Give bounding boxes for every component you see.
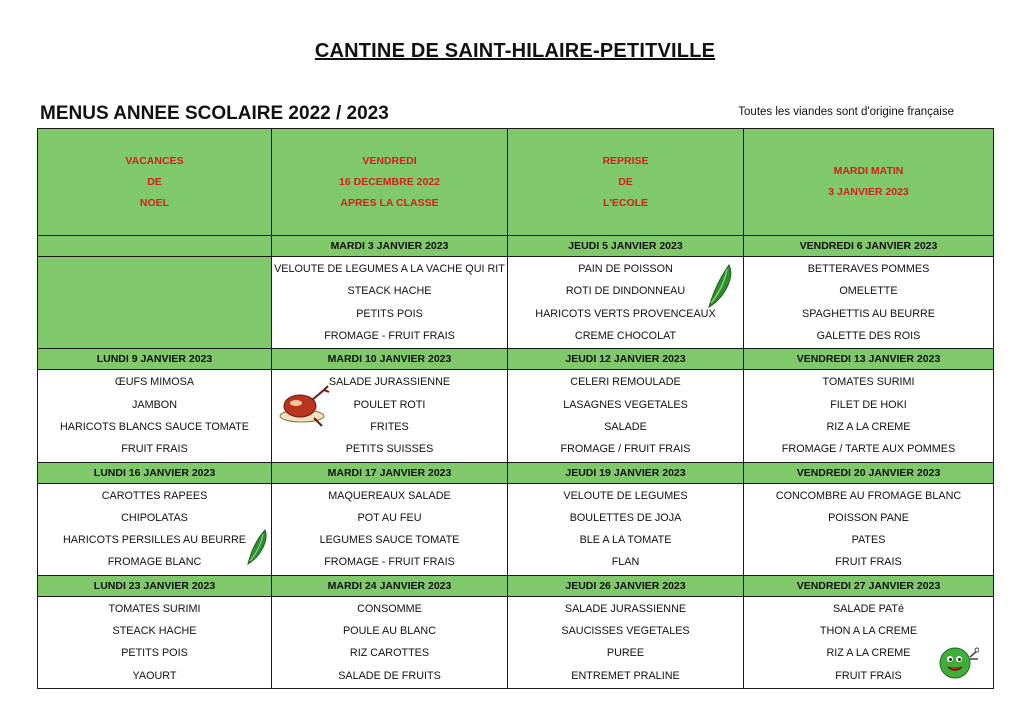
menu-item: FRUIT FRAIS — [121, 443, 188, 456]
day-cell: LUNDI 23 JANVIER 2023 — [38, 575, 272, 596]
menu-cell — [744, 257, 994, 349]
menu-cell — [272, 483, 508, 575]
header-line: VACANCES — [125, 154, 184, 167]
day-row — [38, 575, 994, 596]
day-cell: MARDI 17 JANVIER 2023 — [272, 462, 508, 483]
header-line: DE — [618, 175, 633, 188]
menu-item: CELERI REMOULADE — [570, 376, 681, 389]
menu-item: FROMAGE BLANC — [107, 556, 202, 569]
menu-item: STEACK HACHE — [112, 625, 197, 638]
smiling-pea-icon — [935, 641, 979, 681]
menu-item: FROMAGE / FRUIT FRAIS — [560, 443, 691, 456]
header-cell-last-day — [272, 129, 508, 236]
day-cell: VENDREDI 13 JANVIER 2023 — [744, 349, 994, 370]
day-cell: VENDREDI 20 JANVIER 2023 — [744, 462, 994, 483]
menu-item: SALADE DE FRUITS — [338, 669, 441, 682]
day-cell: JEUDI 12 JANVIER 2023 — [508, 349, 744, 370]
menu-cell — [744, 370, 994, 462]
menu-item: PUREE — [606, 647, 645, 660]
menu-item: ROTI DE DINDONNEAU — [565, 285, 686, 298]
menu-cell — [272, 370, 508, 462]
day-cell: JEUDI 5 JANVIER 2023 — [508, 236, 744, 257]
menu-item: SAUCISSES VEGETALES — [561, 625, 690, 638]
header-line: DE — [147, 175, 162, 188]
menu-item: VELOUTE DE LEGUMES — [563, 489, 688, 502]
menu-cell — [508, 596, 744, 688]
menu-item: JAMBON — [132, 398, 177, 411]
menu-cell — [38, 483, 272, 575]
menu-cell — [272, 257, 508, 349]
menu-item: HARICOTS VERTS PROVENCEAUX — [535, 307, 716, 320]
menu-item: POT AU FEU — [357, 511, 422, 524]
header-line: MARDI MATIN — [833, 165, 904, 177]
menu-cell — [508, 483, 744, 575]
menu-item: POULET ROTI — [353, 398, 426, 411]
menu-cell — [38, 370, 272, 462]
menu-row — [38, 483, 994, 575]
menu-item: OMELETTE — [839, 285, 898, 298]
menu-item: CAROTTES RAPEES — [101, 489, 208, 502]
header-cell-return-date — [744, 129, 994, 236]
menu-item: BLE A LA TOMATE — [579, 534, 672, 547]
day-cell: VENDREDI 6 JANVIER 2023 — [744, 236, 994, 257]
header-line: 3 JANVIER 2023 — [828, 186, 909, 198]
green-bean-icon — [245, 528, 269, 566]
page-title: CANTINE DE SAINT-HILAIRE-PETITVILLE — [314, 40, 716, 62]
menu-item: CONSOMME — [357, 602, 422, 615]
day-cell: VENDREDI 27 JANVIER 2023 — [744, 575, 994, 596]
menu-cell — [38, 596, 272, 688]
menu-item: RIZ CAROTTES — [349, 647, 430, 660]
header-line: APRES LA CLASSE — [340, 196, 439, 209]
menu-item: ENTREMET PRALINE — [571, 669, 680, 682]
menu-item: BOULETTES DE JOJA — [569, 511, 682, 524]
menu-item: TOMATES SURIMI — [108, 602, 201, 615]
menu-item: TOMATES SURIMI — [822, 376, 915, 389]
menu-table — [37, 128, 994, 689]
header-line: REPRISE — [602, 154, 649, 167]
menu-item: STEACK HACHE — [347, 285, 432, 298]
menu-item: SPAGHETTIS AU BEURRE — [802, 307, 935, 320]
menu-item: VELOUTE DE LEGUMES A LA VACHE QUI RIT — [274, 263, 505, 276]
header-cell-holidays — [38, 129, 272, 236]
header-cell-return — [508, 129, 744, 236]
menu-item: FRITES — [370, 420, 409, 433]
menu-item: GALETTE DES ROIS — [816, 329, 921, 342]
menu-item: PETITS POIS — [121, 647, 188, 660]
day-cell: JEUDI 26 JANVIER 2023 — [508, 575, 744, 596]
menu-cell — [508, 257, 744, 349]
menu-item: POISSON PANE — [828, 511, 909, 524]
menu-item: FLAN — [611, 556, 640, 569]
day-cell: MARDI 10 JANVIER 2023 — [272, 349, 508, 370]
menu-item: SALADE PATé — [832, 602, 904, 615]
header-row — [38, 129, 994, 236]
day-cell: LUNDI 9 JANVIER 2023 — [38, 349, 272, 370]
menu-item: THON A LA CREME — [819, 625, 918, 638]
menu-item: RIZ A LA CREME — [826, 420, 911, 433]
menu-item: POULE AU BLANC — [342, 625, 436, 638]
menu-item: CREME CHOCOLAT — [574, 329, 677, 342]
menu-item: FRUIT FRAIS — [835, 556, 902, 569]
header-line: 16 DECEMBRE 2022 — [339, 175, 440, 188]
day-row — [38, 349, 994, 370]
menu-item: FILET DE HOKI — [830, 398, 907, 411]
green-bean-icon — [705, 263, 735, 309]
day-cell: LUNDI 16 JANVIER 2023 — [38, 462, 272, 483]
menu-item: FROMAGE - FRUIT FRAIS — [324, 329, 455, 342]
menu-item: LEGUMES SAUCE TOMATE — [319, 534, 460, 547]
menu-item: SALADE — [604, 420, 647, 433]
menu-item: SALADE JURASSIENNE — [328, 376, 451, 389]
header-line: L'ECOLE — [602, 196, 649, 209]
school-year-heading: MENUS ANNEE SCOLAIRE 2022 / 2023 — [40, 103, 389, 124]
menu-item: CHIPOLATAS — [121, 511, 188, 524]
menu-item: FROMAGE - FRUIT FRAIS — [324, 556, 455, 569]
menu-item: PATES — [851, 534, 886, 547]
menu-item: RIZ A LA CREME — [826, 647, 911, 660]
header-line: NOEL — [139, 196, 170, 209]
menu-item: HARICOTS BLANCS SAUCE TOMATE — [60, 420, 249, 433]
menu-item: HARICOTS PERSILLES AU BEURRE — [63, 534, 246, 547]
menu-row — [38, 596, 994, 688]
menu-item: SALADE JURASSIENNE — [564, 602, 687, 615]
day-row — [38, 236, 994, 257]
menu-item: PETITS POIS — [356, 307, 423, 320]
menu-item: PAIN DE POISSON — [578, 263, 673, 276]
menu-cell — [508, 370, 744, 462]
menu-item: YAOURT — [132, 669, 177, 682]
day-cell: JEUDI 19 JANVIER 2023 — [508, 462, 744, 483]
menu-item: FRUIT FRAIS — [835, 669, 902, 682]
day-row — [38, 462, 994, 483]
menu-row — [38, 370, 994, 462]
day-cell — [38, 236, 272, 257]
meat-origin-note: Toutes les viandes sont d'origine française — [738, 106, 954, 118]
header-line: VENDREDI — [362, 154, 417, 167]
menu-cell — [272, 596, 508, 688]
menu-cell — [744, 596, 994, 688]
menu-item: PETITS SUISSES — [345, 443, 434, 456]
roast-chicken-icon — [276, 380, 332, 428]
menu-cell — [744, 483, 994, 575]
menu-item: ŒUFS MIMOSA — [114, 376, 195, 389]
day-cell: MARDI 3 JANVIER 2023 — [272, 236, 508, 257]
menu-item: MAQUEREAUX SALADE — [328, 489, 451, 502]
menu-item: BETTERAVES POMMES — [807, 263, 930, 276]
menu-item: CONCOMBRE AU FROMAGE BLANC — [775, 489, 962, 502]
menu-row — [38, 257, 994, 349]
empty-cell — [38, 257, 272, 349]
menu-item: LASAGNES VEGETALES — [563, 398, 688, 411]
day-cell: MARDI 24 JANVIER 2023 — [272, 575, 508, 596]
menu-item: FROMAGE / TARTE AUX POMMES — [781, 443, 956, 456]
